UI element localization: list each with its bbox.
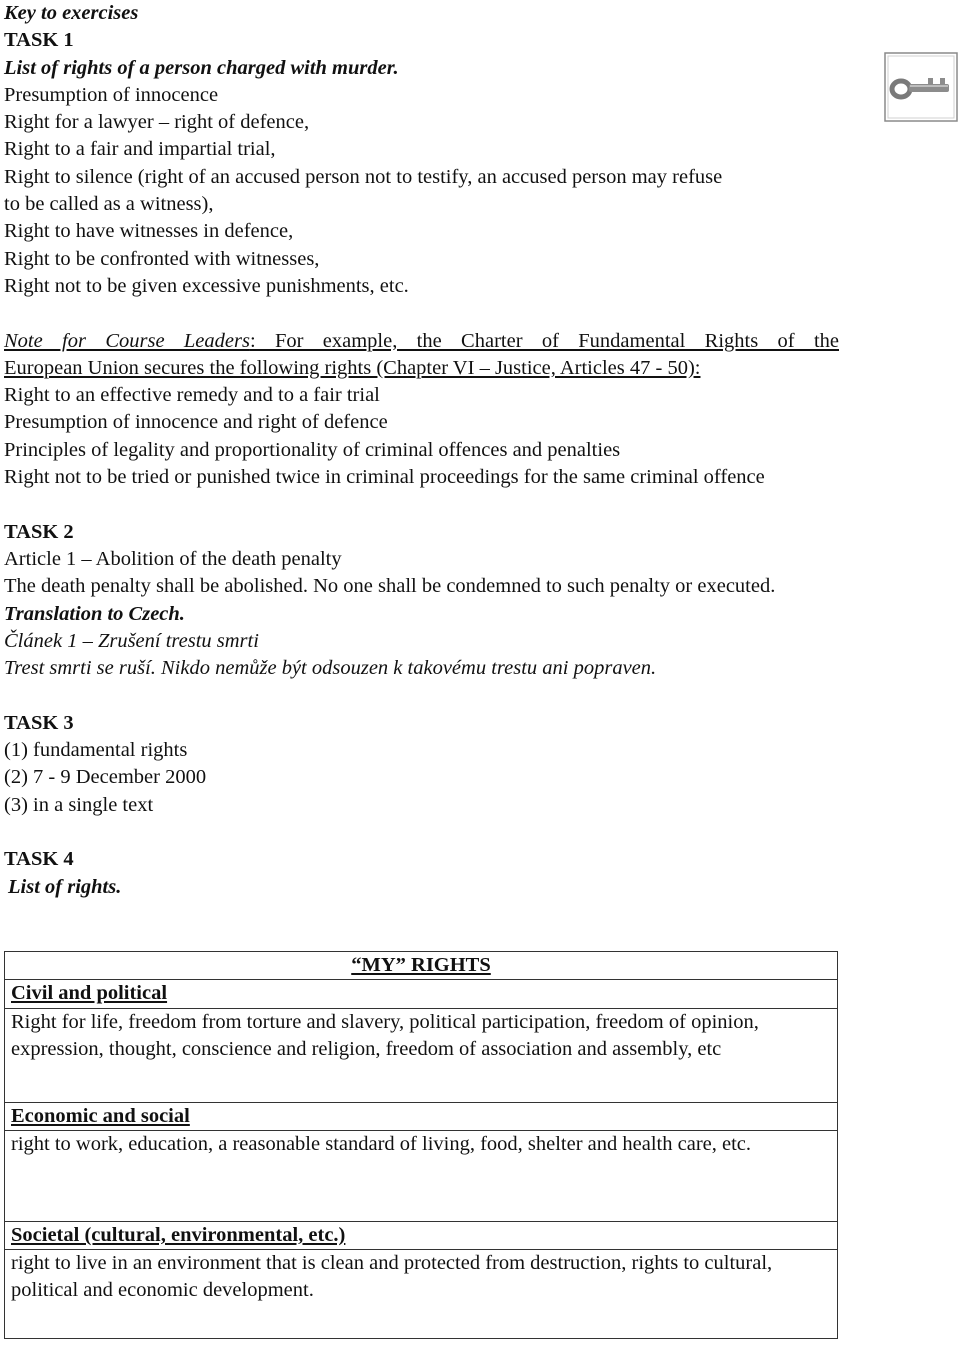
section-heading-civil: Civil and political bbox=[5, 980, 838, 1008]
czech-title: Článek 1 – Zrušení trestu smrti bbox=[4, 629, 259, 652]
section-heading-economic: Economic and social bbox=[5, 1102, 838, 1130]
task1-line: Right to have witnesses in defence, bbox=[4, 220, 294, 243]
task1-line: Presumption of innocence bbox=[4, 83, 219, 106]
section-text-societal: right to live in an environment that is clean and protected from destruction, rights to cultural, political and economic development. bbox=[5, 1250, 838, 1339]
task1-line: to be called as a witness), bbox=[4, 193, 214, 216]
note-line-1-rest: : For example, the Charter of Fundamental Rights of the bbox=[249, 329, 839, 352]
task4-heading: TASK 4 bbox=[4, 848, 74, 871]
rights-table-title-text: “MY” RIGHTS bbox=[351, 954, 491, 976]
note-line-2: European Union secures the following rights (Chapter VI – Justice, Articles 47 - 50): bbox=[4, 356, 701, 379]
note-label: Note for Course Leaders bbox=[4, 329, 250, 352]
note-last-right: Right not to be tried or punished twice in criminal proceedings for the same criminal offence bbox=[4, 466, 765, 489]
section-text-civil: Right for life, freedom from torture and slavery, political participation, freedom of opinion, expression, thought, conscience and religion, freedom of association and assembly, etc bbox=[5, 1008, 838, 1102]
note-right: Presumption of innocence and right of defence bbox=[4, 411, 388, 434]
note-right: Principles of legality and proportionality of criminal offences and penalties bbox=[4, 438, 621, 461]
section-text-economic: right to work, education, a reasonable standard of living, food, shelter and health care, etc. bbox=[5, 1130, 838, 1221]
key-icon bbox=[884, 52, 958, 122]
task1-line: Right for a lawyer – right of defence, bbox=[4, 111, 310, 134]
rights-table bbox=[4, 951, 838, 1339]
article-text: The death penalty shall be abolished. No one shall be condemned to such penalty or executed. bbox=[4, 575, 776, 598]
rights-table-title bbox=[5, 952, 838, 980]
task1-heading: TASK 1 bbox=[4, 29, 74, 52]
task1-line: Right not to be given excessive punishments, etc. bbox=[4, 274, 409, 297]
task3-answer: (2) 7 - 9 December 2000 bbox=[4, 766, 207, 789]
task1-line: Right to a fair and impartial trial, bbox=[4, 138, 276, 161]
article-title: Article 1 – Abolition of the death penalty bbox=[4, 547, 342, 570]
page-title: Key to exercises bbox=[4, 2, 139, 24]
document-page bbox=[4, 0, 844, 901]
task3-answer: (3) in a single text bbox=[4, 793, 154, 816]
note-right: Right to an effective remedy and to a fair trial bbox=[4, 384, 380, 407]
czech-text: Trest smrti se ruší. Nikdo nemůže být odsouzen k takovému trestu ani popraven. bbox=[4, 657, 657, 680]
task2-heading: TASK 2 bbox=[4, 520, 74, 543]
task1-line: Right to be confronted with witnesses, bbox=[4, 247, 320, 270]
section-heading-societal: Societal (cultural, environmental, etc.) bbox=[5, 1221, 838, 1249]
translation-label: Translation to Czech. bbox=[4, 602, 185, 625]
note-line-1 bbox=[4, 328, 839, 355]
task1-subtitle: List of rights of a person charged with murder. bbox=[4, 56, 399, 79]
task4-subtitle: List of rights. bbox=[8, 875, 122, 898]
task3-answer: (1) fundamental rights bbox=[4, 739, 188, 762]
task1-line: Right to silence (right of an accused person not to testify, an accused person may refuse bbox=[4, 165, 723, 188]
task3-heading: TASK 3 bbox=[4, 711, 74, 734]
